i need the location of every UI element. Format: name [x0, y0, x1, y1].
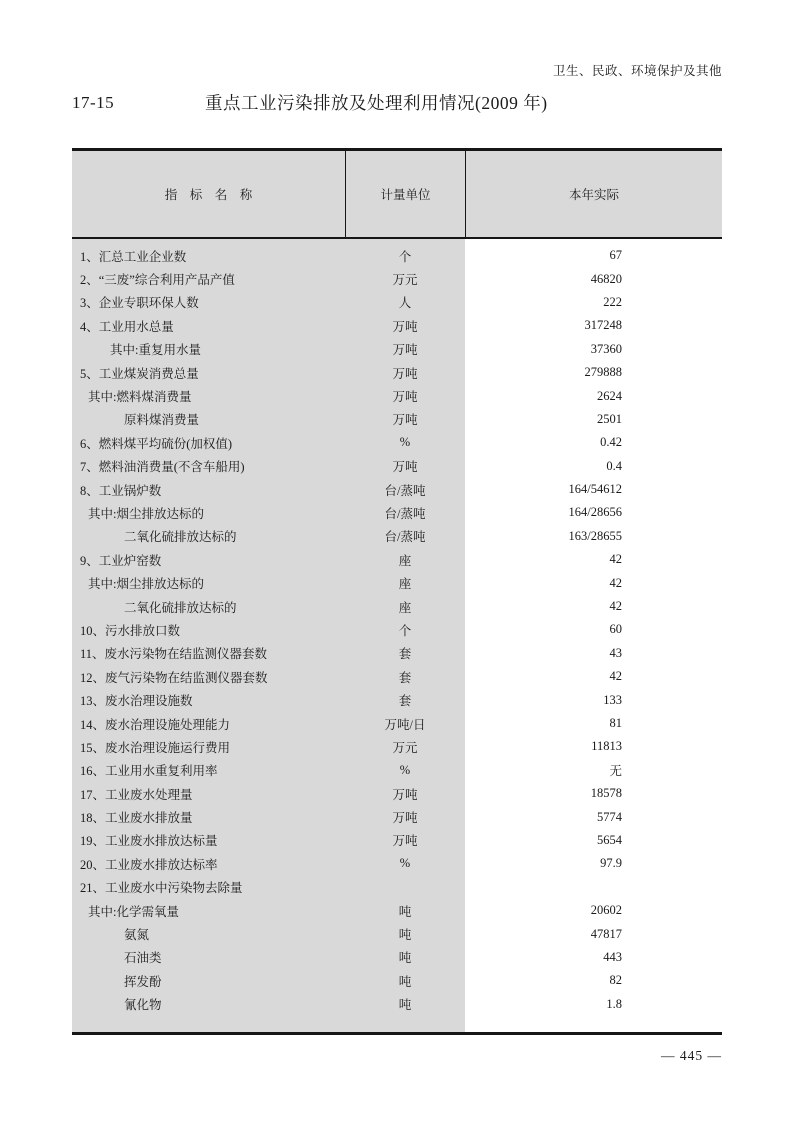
indicator-name: 其中:烟尘排放达标的: [88, 577, 204, 592]
current-year-value: 2501: [597, 411, 622, 426]
table-row: [72, 665, 722, 688]
table-body: [72, 239, 722, 1035]
current-year-value: 5774: [597, 809, 622, 824]
current-year-value: 222: [603, 294, 622, 309]
unit-of-measure: 吨: [398, 928, 412, 943]
table-row: [72, 782, 722, 805]
indicator-name: 19、工业废水排放达标量: [80, 834, 218, 849]
unit-of-measure: 吨: [398, 998, 412, 1013]
unit-of-measure: 座: [398, 577, 412, 592]
unit-of-measure: 万吨: [392, 811, 418, 826]
current-year-value: 60: [609, 622, 622, 637]
table-row: [72, 805, 722, 828]
unit-of-measure: %: [399, 435, 411, 450]
current-year-value: 20602: [590, 903, 622, 918]
unit-of-measure: 台/蒸吨: [384, 506, 426, 521]
unit-of-measure: 套: [398, 694, 412, 709]
table-row: [72, 922, 722, 945]
indicator-name: 15、废水治理设施运行费用: [80, 740, 231, 755]
indicator-name: 14、废水治理设施处理能力: [80, 717, 231, 732]
indicator-name: 石油类: [124, 951, 162, 966]
unit-of-measure: 万吨: [392, 343, 418, 358]
current-year-value: 47817: [590, 926, 622, 941]
column-header-indicator-name: 指 标 名 称: [164, 188, 253, 202]
table-row: [72, 759, 722, 782]
table-row: [72, 384, 722, 407]
table-row: [72, 548, 722, 571]
indicator-name: 5、工业煤炭消费总量: [80, 366, 199, 381]
current-year-value: 43: [609, 645, 622, 660]
unit-of-measure: 万吨: [392, 413, 418, 428]
indicator-name: 17、工业废水处理量: [80, 787, 193, 802]
unit-of-measure: 万元: [392, 273, 418, 288]
current-year-value: 82: [609, 973, 622, 988]
indicator-name: 6、燃料煤平均硫份(加权值): [80, 436, 233, 451]
column-header-current-year-actual: 本年实际: [465, 151, 722, 237]
indicator-name: 16、工业用水重复利用率: [80, 764, 218, 779]
current-year-value: 2624: [597, 388, 622, 403]
unit-of-measure: 万吨: [392, 366, 418, 381]
table-row: [72, 595, 722, 618]
current-year-value: 1.8: [606, 996, 622, 1011]
indicator-name: 原料煤消费量: [124, 413, 200, 428]
table-row: [72, 829, 722, 852]
unit-of-measure: 万元: [392, 740, 418, 755]
table-row: [72, 876, 722, 899]
unit-of-measure: 万吨: [392, 319, 418, 334]
current-year-value: 317248: [584, 318, 622, 333]
unit-of-measure: 人: [398, 296, 412, 311]
current-year-value: 46820: [590, 271, 622, 286]
unit-of-measure: %: [399, 762, 411, 777]
table-row: [72, 993, 722, 1016]
indicator-name: 10、污水排放口数: [80, 623, 181, 638]
column-header-unit: 计量单位: [345, 151, 465, 237]
table-row: [72, 314, 722, 337]
unit-of-measure: 万吨: [392, 834, 418, 849]
indicator-name: 8、工业锅炉数: [80, 483, 162, 498]
table-row: [72, 525, 722, 548]
current-year-value: 37360: [590, 341, 622, 356]
table-row: [72, 852, 722, 875]
current-year-value: 42: [609, 599, 622, 614]
table-row: [72, 899, 722, 922]
unit-of-measure: 台/蒸吨: [384, 530, 426, 545]
unit-of-measure: 万吨/日: [384, 717, 426, 732]
indicator-name: 氨氮: [124, 928, 150, 943]
indicator-name: 其中:重复用水量: [110, 343, 201, 358]
indicator-name: 其中:燃料煤消费量: [88, 390, 192, 405]
unit-of-measure: 套: [398, 670, 412, 685]
current-year-value: 11813: [591, 739, 622, 754]
current-year-value: 163/28655: [568, 528, 622, 543]
current-year-value: 443: [603, 949, 622, 964]
unit-of-measure: 个: [398, 249, 412, 264]
table-row: [72, 969, 722, 992]
table-row: [72, 618, 722, 641]
current-year-value: 18578: [590, 786, 622, 801]
chapter-header: 卫生、民政、环境保护及其他: [552, 64, 722, 78]
current-year-value: 0.4: [606, 458, 622, 473]
indicator-name: 2、“三废”综合利用产品产值: [80, 273, 235, 288]
indicator-name: 3、企业专职环保人数: [80, 296, 199, 311]
table-row: [72, 244, 722, 267]
table-number: 17-15: [72, 93, 115, 112]
current-year-value: 0.42: [600, 435, 622, 450]
table-row: [72, 642, 722, 665]
indicator-name: 4、工业用水总量: [80, 319, 174, 334]
table-row: [72, 267, 722, 290]
table-row: [72, 946, 722, 969]
table-row: [72, 735, 722, 758]
unit-of-measure: 万吨: [392, 787, 418, 802]
table-row: [72, 688, 722, 711]
table-row: [72, 455, 722, 478]
indicator-name: 其中:化学需氧量: [88, 904, 179, 919]
indicator-name: 二氧化硫排放达标的: [124, 600, 237, 615]
table-row: [72, 338, 722, 361]
unit-of-measure: 万吨: [392, 390, 418, 405]
indicator-name: 其中:烟尘排放达标的: [88, 506, 204, 521]
table-row: [72, 478, 722, 501]
current-year-value: 97.9: [600, 856, 622, 871]
current-year-value: 279888: [584, 365, 622, 380]
unit-of-measure: %: [399, 856, 411, 871]
indicator-name: 9、工业炉窑数: [80, 553, 162, 568]
table-row: [72, 712, 722, 735]
indicator-name: 二氧化硫排放达标的: [124, 530, 237, 545]
current-year-value: 164/54612: [568, 482, 622, 497]
current-year-value: 164/28656: [568, 505, 622, 520]
unit-of-measure: 吨: [398, 974, 412, 989]
indicator-name: 21、工业废水中污染物去除量: [80, 881, 243, 896]
page-title: 重点工业污染排放及处理利用情况(2009 年): [205, 93, 548, 113]
unit-of-measure: 吨: [398, 904, 412, 919]
unit-of-measure: 套: [398, 647, 412, 662]
indicator-name: 7、燃料油消费量(不含车船用): [80, 460, 245, 475]
table-row: [72, 431, 722, 454]
indicator-name: 挥发酚: [124, 974, 162, 989]
table-row: [72, 291, 722, 314]
indicator-name: 20、工业废水排放达标率: [80, 857, 218, 872]
statistics-table: [72, 148, 722, 1035]
current-year-value: 42: [609, 552, 622, 567]
current-year-value: 无: [609, 764, 622, 779]
indicator-name: 氰化物: [124, 998, 162, 1013]
current-year-value: 67: [609, 248, 622, 263]
table-row: [72, 408, 722, 431]
indicator-name: 11、废水污染物在结监测仪器套数: [80, 647, 268, 662]
current-year-value: 5654: [597, 832, 622, 847]
unit-of-measure: 吨: [398, 951, 412, 966]
table-row: [72, 501, 722, 524]
indicator-name: 18、工业废水排放量: [80, 811, 193, 826]
table-header-row: [72, 148, 722, 239]
current-year-value: 133: [603, 692, 622, 707]
unit-of-measure: 座: [398, 600, 412, 615]
current-year-value: 81: [609, 716, 622, 730]
page-number: — 445 —: [661, 1048, 722, 1063]
indicator-name: 13、废水治理设施数: [80, 694, 193, 709]
table-row: [72, 361, 722, 384]
table-row: [72, 571, 722, 594]
unit-of-measure: 座: [398, 553, 412, 568]
indicator-name: 1、汇总工业企业数: [80, 249, 187, 264]
unit-of-measure: 台/蒸吨: [384, 483, 426, 498]
unit-of-measure: 个: [398, 623, 412, 638]
unit-of-measure: 万吨: [392, 460, 418, 475]
current-year-value: 42: [609, 669, 622, 684]
indicator-name: 12、废气污染物在结监测仪器套数: [80, 670, 268, 685]
current-year-value: 42: [609, 575, 622, 590]
